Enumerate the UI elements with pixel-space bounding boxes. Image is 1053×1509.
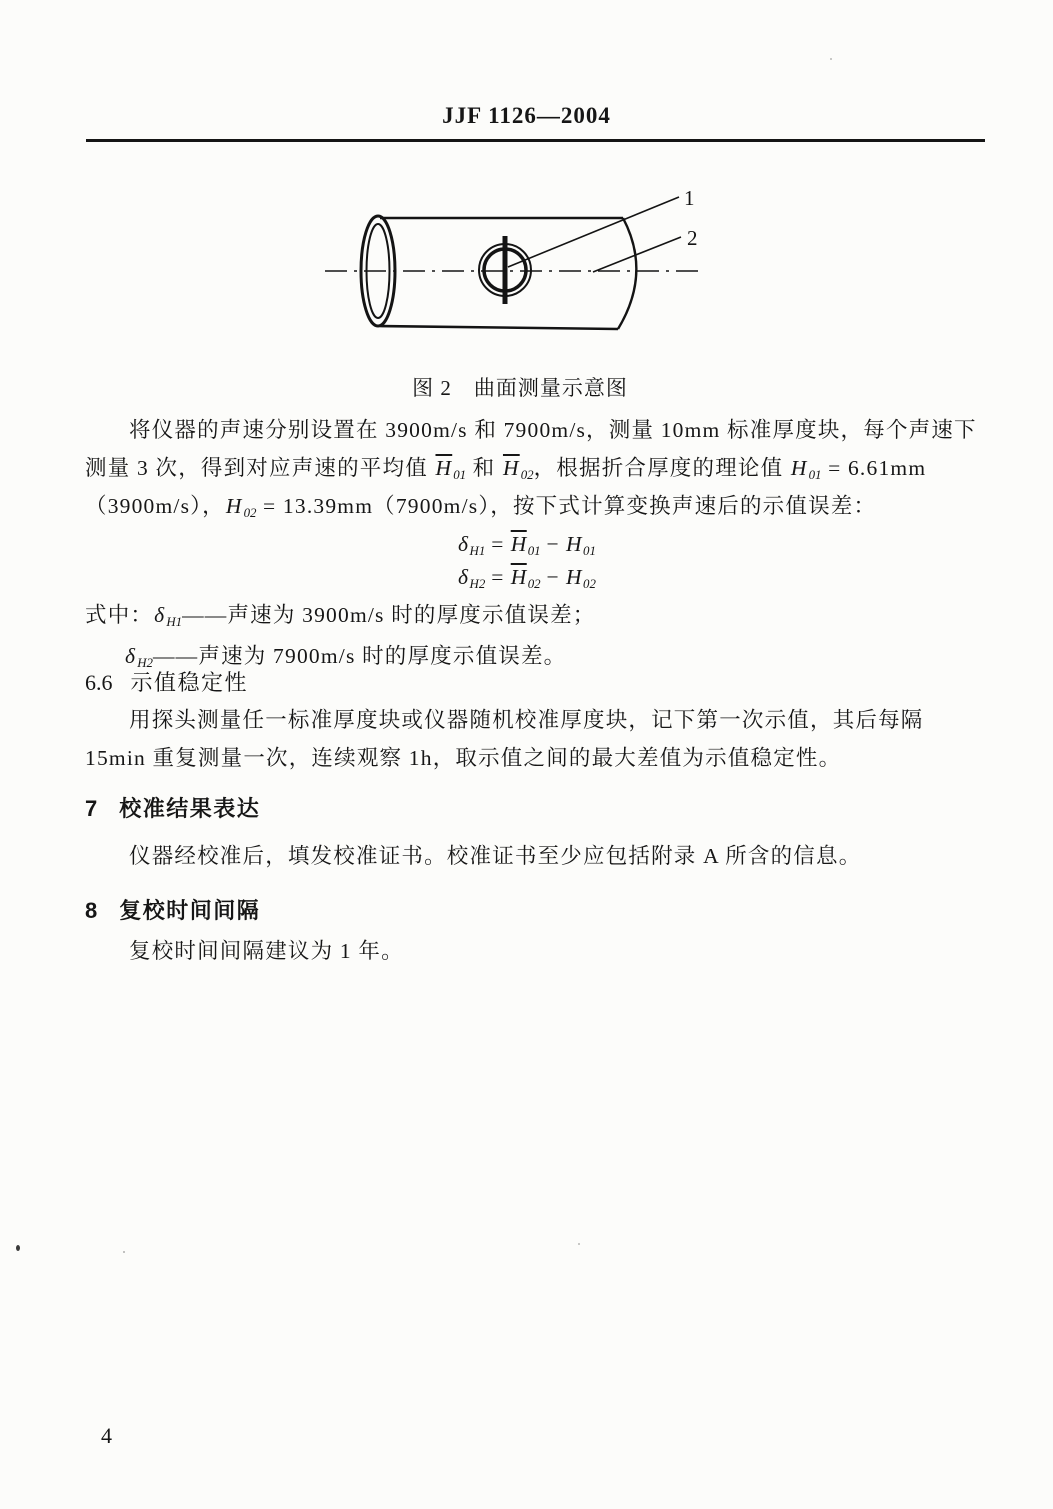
formula-delta-h2: $\delta H2 = \overline{H}02 - H02$ — [458, 565, 596, 591]
figure-2-caption: 图 2 曲面测量示意图 — [412, 376, 628, 400]
section-8-number: 8 — [85, 898, 98, 923]
figure-2-curved-surface-diagram — [318, 178, 713, 350]
subsection-6-6-number: 6.6 — [85, 670, 113, 695]
scan-speck — [123, 1251, 125, 1253]
para1-line3: （3900m/s），H02 = 13.39mm（7900m/s），按下式计算变换声速后的示值误差： — [85, 494, 877, 520]
callout-1-label: 1 — [684, 186, 695, 210]
section-8-title: 复校时间间隔 — [119, 898, 261, 923]
para7-line: 仪器经校准后，填发校准证书。校准证书至少应包括附录 A 所含的信息。 — [129, 844, 862, 868]
cylinder-measurement-diagram — [318, 178, 713, 350]
para66-line2: 15min 重复测量一次，连续观察 1h，取示值之间的最大差值为示值稳定性。 — [85, 746, 842, 770]
section-8-heading — [85, 894, 260, 925]
header-rule — [86, 139, 985, 142]
callout-1-leader-line — [508, 197, 679, 267]
formula-delta-h1: $\delta H1 = \overline{H}01 - H01$ — [458, 532, 596, 558]
probe-divider-bar — [503, 236, 508, 304]
standard-code-header: JJF 1126—2004 — [442, 103, 611, 128]
callout-2-label: 2 — [687, 226, 698, 250]
subsection-6-6-title: 示值稳定性 — [130, 670, 249, 695]
page-number: 4 — [101, 1423, 112, 1448]
cylinder-far-edge-arc — [618, 218, 636, 329]
section-7-number: 7 — [85, 796, 98, 821]
where-clause-line1: 式中：δH1——声速为 3900m/s 时的厚度示值误差； — [85, 603, 596, 629]
subsection-6-6-heading — [85, 666, 248, 697]
para8-line: 复校时间间隔建议为 1 年。 — [129, 939, 404, 963]
section-7-title: 校准结果表达 — [119, 796, 261, 821]
para1-line2: 测量 3 次，得到对应声速的平均值 $\overline{H}01$ 和 $\overline{H}02$，根据折合厚度的理论值 H01 = 6.61mm — [85, 456, 927, 482]
scan-speck — [16, 1245, 20, 1251]
scan-speck — [578, 1243, 580, 1245]
cylinder-bottom-edge — [380, 326, 618, 329]
section-7-heading — [85, 792, 260, 823]
scan-speck — [830, 58, 832, 60]
where-clause-line2: δH2——声速为 7900m/s 时的厚度示值误差。 — [125, 644, 567, 670]
para66-line1: 用探头测量任一标准厚度块或仪器随机校准厚度块，记下第一次示值，其后每隔 — [129, 708, 924, 732]
para1-line1: 将仪器的声速分别设置在 3900m/s 和 7900m/s，测量 10mm 标准厚度块，每个声速下 — [129, 418, 977, 442]
